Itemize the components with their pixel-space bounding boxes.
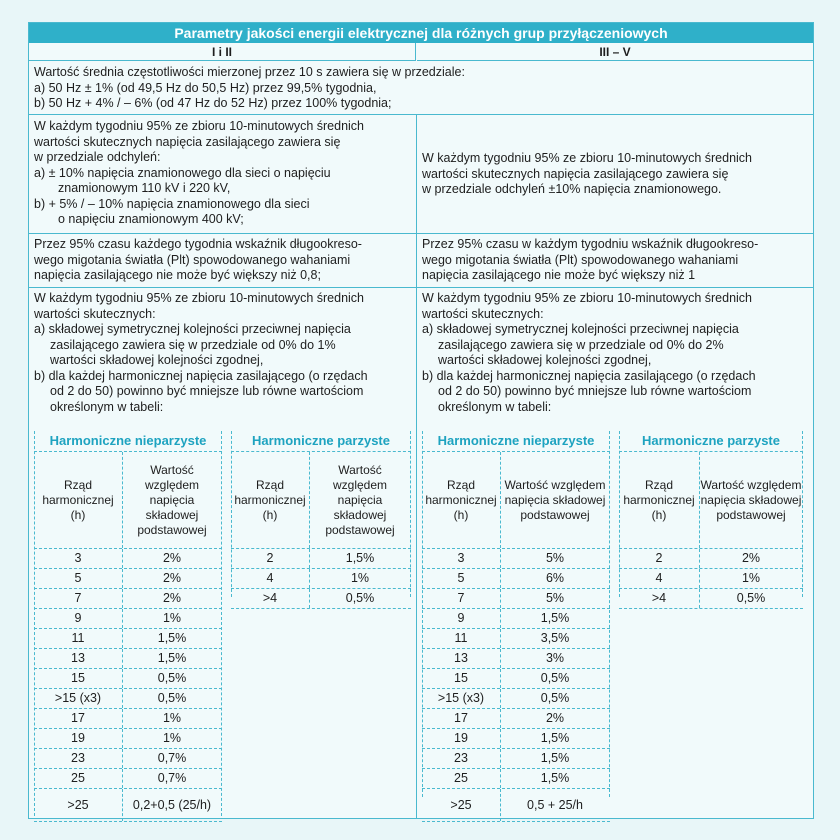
column-header-order: Rząd harmonicznej (h)	[422, 452, 501, 548]
harmonic-value: 0,5%	[540, 671, 570, 685]
harmonic-order: 13	[34, 649, 123, 668]
column-header-value: Wartość względem napięcia składowej podstawowej	[700, 477, 802, 522]
harmonics-left-text: W każdym tygodniu 95% ze zbioru 10-minutowych średnich wartości skutecznych: a) składowej symetrycznej kolejności przeciwnej napięcia zasilającego zawiera się w przedziale od 0% do 1% wartości składowej kolejności zgodnej, b) dla każdej harmonicznej napięcia zasilającego (o rzędach od 2 do 50) powinno być mniejsze lub równe wartościom określonym w tabeli:	[34, 291, 368, 414]
voltage-deviation-right: W każdym tygodniu 95% ze zbioru 10-minutowych średnich wartości skutecznych napięcia zasilającego zawiera się w przedziale odchyleń ±10% napięcia znamionowego.	[422, 151, 753, 196]
table-title: Parametry jakości energii elektrycznej dla różnych grup przyłączeniowych	[29, 23, 813, 43]
harmonic-value: 5%	[545, 551, 565, 565]
harmonic-value: 0,5%	[540, 691, 570, 705]
harmonic-order: 3	[422, 549, 501, 568]
odd-harmonics-table-left	[34, 431, 222, 822]
harmonic-value: 1%	[162, 731, 182, 745]
row-divider	[29, 114, 813, 115]
harmonic-value: 0,5%	[736, 591, 766, 605]
harmonic-order: 19	[422, 729, 501, 748]
column-header-value: Wartość względem napięcia składowej podstawowej	[504, 477, 606, 522]
even-harmonics-table-right	[619, 431, 803, 609]
harmonics-right-text: W każdym tygodniu 95% ze zbioru 10-minutowych średnich wartości skutecznych: a) składowej symetrycznej kolejności przeciwnej napięcia zasilającego zawiera się w przedziale od 0% do 2% wartości składowej kolejności zgodnej, b) dla każdej harmonicznej napięcia zasilającego (o rzędach od 2 do 50) powinno być mniejsze lub równe wartościom określonym w tabeli:	[422, 291, 756, 414]
harmonic-order: 9	[422, 609, 501, 628]
column-header-value: Wartość względem napięcia składowej podstawowej	[325, 462, 395, 537]
row-divider	[29, 233, 813, 234]
harmonic-value: 0,7%	[157, 751, 187, 765]
harmonic-value: 1,5%	[540, 751, 570, 765]
odd-harmonics-table-right	[422, 431, 610, 822]
harmonic-value: 6%	[545, 571, 565, 585]
harmonic-order: 7	[34, 589, 123, 608]
flicker-right: Przez 95% czasu w każdym tygodniu wskaźnik długookreso- wego migotania światła (Plt) spowodowanego wahaniami napięcia zasilającego nie może być większy niż 1	[422, 237, 759, 282]
harmonic-order: 11	[422, 629, 501, 648]
harmonic-value: 1%	[162, 611, 182, 625]
flicker-left: Przez 95% czasu każdego tygodnia wskaźnik długookreso- wego migotania światła (Plt) spowodowanego wahaniami napięcia zasilającego nie może być większy niż 0,8;	[34, 237, 362, 282]
harmonic-order: 19	[34, 729, 123, 748]
column-header-order: Rząd harmonicznej (h)	[619, 452, 700, 548]
table-title: Harmoniczne parzyste	[619, 431, 803, 452]
harmonic-order: 15	[422, 669, 501, 688]
column-header-group-1-2: I i II	[29, 43, 416, 61]
harmonic-order: 2	[231, 549, 310, 568]
harmonic-order: 5	[34, 569, 123, 588]
harmonic-order: 25	[34, 769, 123, 788]
harmonic-value: 1,5%	[540, 731, 570, 745]
harmonic-order: 17	[34, 709, 123, 728]
column-divider	[416, 114, 417, 818]
harmonic-value: 0,5%	[157, 671, 187, 685]
harmonic-order: 13	[422, 649, 501, 668]
quality-parameters-table	[28, 22, 814, 819]
table-title: Harmoniczne nieparzyste	[34, 431, 222, 452]
harmonic-order: >15 (x3)	[34, 689, 123, 708]
harmonic-value: 1,5%	[540, 611, 570, 625]
harmonic-value: 1,5%	[157, 631, 187, 645]
harmonic-order: 4	[619, 569, 700, 588]
harmonic-order: 5	[422, 569, 501, 588]
harmonic-value: 2%	[741, 551, 761, 565]
even-harmonics-table-left	[231, 431, 411, 609]
harmonic-value: 0,2+0,5 (25/h)	[132, 797, 212, 812]
harmonic-order: 2	[619, 549, 700, 568]
harmonic-value: 2%	[162, 571, 182, 585]
harmonic-value: 2%	[162, 551, 182, 565]
row-divider	[29, 287, 813, 288]
harmonic-value: 1%	[350, 571, 370, 585]
harmonic-value: 1,5%	[157, 651, 187, 665]
harmonic-order: 9	[34, 609, 123, 628]
harmonic-order: >4	[231, 589, 310, 608]
harmonic-order: >25	[34, 789, 123, 821]
harmonic-value: 1,5%	[540, 771, 570, 785]
harmonic-value: 0,5%	[345, 591, 375, 605]
column-header-value: Wartość względem napięcia składowej podstawowej	[137, 462, 207, 537]
harmonic-order: 4	[231, 569, 310, 588]
table-title: Harmoniczne parzyste	[231, 431, 411, 452]
harmonic-value: 3%	[545, 651, 565, 665]
frequency-text: Wartość średnia częstotliwości mierzonej przez 10 s zawiera się w przedziale: a) 50 Hz ± 1% (od 49,5 Hz do 50,5 Hz) przez 99,5% tygodnia, b) 50 Hz + 4% / – 6% (od 47 Hz do 52 Hz) przez 100% tygodnia;	[34, 65, 465, 110]
harmonic-value: 2%	[545, 711, 565, 725]
harmonic-value: 1,5%	[345, 551, 375, 565]
harmonic-order: 23	[34, 749, 123, 768]
harmonic-order: 3	[34, 549, 123, 568]
harmonic-value: 1%	[162, 711, 182, 725]
harmonic-value: 0,5 + 25/h	[527, 797, 583, 812]
column-header-group-3-5: III – V	[417, 43, 813, 61]
harmonic-order: 15	[34, 669, 123, 688]
harmonic-order: 11	[34, 629, 123, 648]
harmonic-value: 0,5%	[157, 691, 187, 705]
harmonic-value: 5%	[545, 591, 565, 605]
harmonic-order: >4	[619, 589, 700, 608]
column-header-order: Rząd harmonicznej (h)	[231, 452, 310, 548]
harmonic-order: 7	[422, 589, 501, 608]
harmonic-order: >15 (x3)	[422, 689, 501, 708]
voltage-deviation-left: W każdym tygodniu 95% ze zbioru 10-minutowych średnich wartości skutecznych napięcia zasilającego zawiera się w przedziale odchyleń: a) ± 10% napięcia znamionowego dla sieci o napięciu znamionowym 110 kV i 220 kV, b) + 5% / – 10% napięcia znamionowego dla sieci o napięciu znamionowym 400 kV;	[34, 119, 365, 226]
harmonic-order: 25	[422, 769, 501, 788]
table-title: Harmoniczne nieparzyste	[422, 431, 610, 452]
harmonic-value: 2%	[162, 591, 182, 605]
harmonic-order: >25	[422, 789, 501, 821]
harmonic-order: 17	[422, 709, 501, 728]
harmonic-value: 3,5%	[540, 631, 570, 645]
harmonic-order: 23	[422, 749, 501, 768]
harmonic-value: 1%	[741, 571, 761, 585]
harmonic-value: 0,7%	[157, 771, 187, 785]
column-header-order: Rząd harmonicznej (h)	[34, 452, 123, 548]
